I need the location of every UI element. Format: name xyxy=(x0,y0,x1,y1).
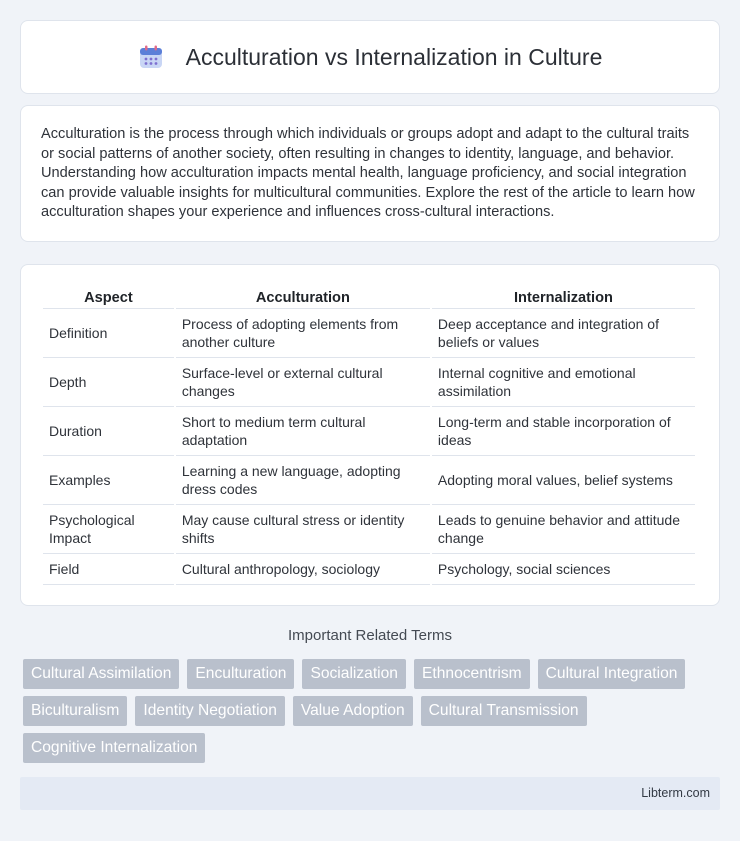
cell-acculturation: Surface-level or external cultural changes xyxy=(176,358,430,407)
footer-site-link[interactable]: Libterm.com xyxy=(641,786,710,800)
cell-acculturation: Short to medium term cultural adaptation xyxy=(176,407,430,456)
cell-aspect: Field xyxy=(43,554,174,585)
related-terms-list xyxy=(23,659,723,763)
cell-internalization: Deep acceptance and integration of beliefs or values xyxy=(432,309,695,358)
related-term-tag[interactable]: Cognitive Internalization xyxy=(23,733,205,763)
related-terms-heading: Important Related Terms xyxy=(288,627,452,644)
related-term-tag[interactable]: Ethnocentrism xyxy=(414,659,530,689)
cell-aspect: Duration xyxy=(43,407,174,456)
calendar-icon xyxy=(138,44,164,70)
cell-internalization: Psychology, social sciences xyxy=(432,554,695,585)
related-term-tag[interactable]: Enculturation xyxy=(187,659,294,689)
table-header-row xyxy=(43,287,695,309)
related-term-tag[interactable]: Biculturalism xyxy=(23,696,127,726)
comparison-card xyxy=(20,264,720,606)
cell-aspect: Definition xyxy=(43,309,174,358)
cell-acculturation: Process of adopting elements from another culture xyxy=(176,309,430,358)
intro-paragraph: Acculturation is the process through which individuals or groups adopt and adapt to the cultural traits or social patterns of another society, often resulting in changes to identity, language, and behavior. Understanding how acculturation impacts mental health, language proficiency, and social integration can provide valuable insights for multicultural communities. Explore the rest of the article to learn how acculturation shapes your experience and influences cross-cultural interactions. xyxy=(41,126,695,221)
related-term-tag[interactable]: Cultural Integration xyxy=(538,659,686,689)
footer xyxy=(20,777,720,810)
header-internalization: Internalization xyxy=(432,287,695,309)
cell-aspect: Depth xyxy=(43,358,174,407)
related-term-tag[interactable]: Cultural Transmission xyxy=(421,696,587,726)
table-row xyxy=(43,358,695,407)
related-term-tag[interactable]: Cultural Assimilation xyxy=(23,659,179,689)
related-term-tag[interactable]: Socialization xyxy=(302,659,406,689)
cell-acculturation: May cause cultural stress or identity shifts xyxy=(176,505,430,554)
table-row xyxy=(43,456,695,505)
table-row xyxy=(43,554,695,585)
cell-acculturation: Cultural anthropology, sociology xyxy=(176,554,430,585)
cell-acculturation: Learning a new language, adopting dress codes xyxy=(176,456,430,505)
comparison-table xyxy=(41,287,697,585)
table-row xyxy=(43,309,695,358)
header-acculturation: Acculturation xyxy=(176,287,430,309)
page-title: Acculturation vs Internalization in Culture xyxy=(185,43,603,70)
header-aspect: Aspect xyxy=(43,287,174,309)
cell-internalization: Adopting moral values, belief systems xyxy=(432,456,695,505)
related-term-tag[interactable]: Identity Negotiation xyxy=(135,696,285,726)
related-term-tag[interactable]: Value Adoption xyxy=(293,696,413,726)
title-card xyxy=(20,20,720,94)
cell-aspect: Psychological Impact xyxy=(43,505,174,554)
table-row xyxy=(43,505,695,554)
intro-card xyxy=(20,105,720,242)
cell-internalization: Internal cognitive and emotional assimilation xyxy=(432,358,695,407)
cell-aspect: Examples xyxy=(43,456,174,505)
table-row xyxy=(43,407,695,456)
cell-internalization: Long-term and stable incorporation of ideas xyxy=(432,407,695,456)
cell-internalization: Leads to genuine behavior and attitude change xyxy=(432,505,695,554)
